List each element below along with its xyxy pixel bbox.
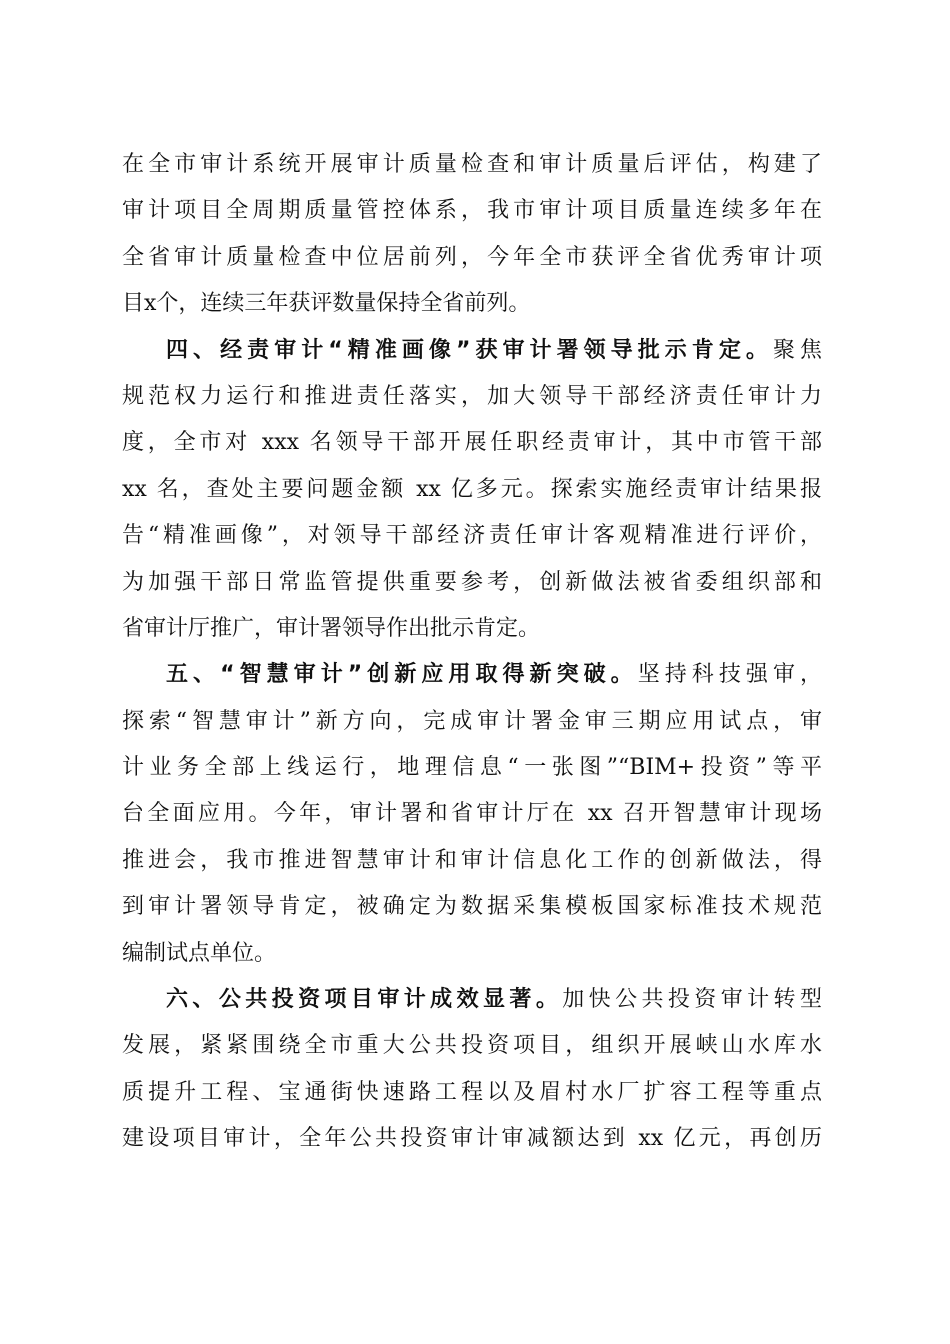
line-text: 台全面应用。今年，审计署和省审计厅在 xx 召开智慧审计现场 xyxy=(122,801,822,827)
text-line xyxy=(122,188,822,234)
line-text: 到审计署领导肯定，被确定为数据采集模板国家标准技术规范 xyxy=(122,894,822,920)
document-body xyxy=(122,142,822,1163)
text-line xyxy=(122,791,822,837)
text-line xyxy=(122,374,822,420)
section-heading: 四、经责审计“精准画像”获审计署领导批示肯定。 xyxy=(166,337,773,363)
line-text: 告“精准画像”，对领导干部经济责任审计客观精准进行评价， xyxy=(122,523,822,549)
line-text: 计业务全部上线运行，地理信息“一张图”“BIM+投资”等平 xyxy=(122,755,822,781)
text-line xyxy=(122,513,822,559)
text-line xyxy=(122,467,822,513)
text-line xyxy=(122,1070,822,1116)
text-line xyxy=(122,977,822,1023)
line-text: 在全市审计系统开展审计质量检查和审计质量后评估，构建了 xyxy=(122,152,822,177)
section-heading: 五、“智慧审计”创新应用取得新突破。 xyxy=(166,662,638,688)
text-line xyxy=(122,652,822,698)
text-line xyxy=(122,328,822,374)
line-text: 聚焦 xyxy=(772,337,822,363)
line-text: 审计项目全周期质量管控体系，我市审计项目质量连续多年在 xyxy=(122,198,822,224)
line-text: 加快公共投资审计转型 xyxy=(562,987,822,1013)
line-text: 发展，紧紧围绕全市重大公共投资项目，组织开展峡山水库水 xyxy=(122,1033,822,1059)
line-text: 编制试点单位。 xyxy=(122,940,277,966)
line-text: 探索“智慧审计”新方向，完成审计署金审三期应用试点，审 xyxy=(122,708,822,734)
line-text: 为加强干部日常监管提供重要参考，创新做法被省委组织部和 xyxy=(122,569,822,595)
paragraph xyxy=(122,977,822,1163)
line-text: xx 名，查处主要问题金额 xx 亿多元。探索实施经责审计结果报 xyxy=(122,476,822,502)
text-line xyxy=(122,281,822,327)
line-text: 省审计厅推广，审计署领导作出批示肯定。 xyxy=(122,615,541,641)
text-line xyxy=(122,1023,822,1069)
paragraph xyxy=(122,142,822,328)
text-line xyxy=(122,235,822,281)
paragraph xyxy=(122,328,822,653)
text-line xyxy=(122,884,822,930)
section-heading: 六、公共投资项目审计成效显著。 xyxy=(166,987,563,1013)
paragraph xyxy=(122,652,822,977)
line-text: 质提升工程、宝通街快速路工程以及眉村水厂扩容工程等重点 xyxy=(122,1079,822,1105)
line-text: 目x个，连续三年获评数量保持全省前列。 xyxy=(122,291,531,317)
line-text: 规范权力运行和推进责任落实，加大领导干部经济责任审计力 xyxy=(122,383,822,409)
text-line xyxy=(122,838,822,884)
text-line xyxy=(122,699,822,745)
line-text: 建设项目审计，全年公共投资审计审减额达到 xx 亿元，再创历 xyxy=(122,1126,822,1152)
text-line xyxy=(122,606,822,652)
line-text: 推进会，我市推进智慧审计和审计信息化工作的创新做法，得 xyxy=(122,847,822,873)
text-line xyxy=(122,745,822,791)
text-line xyxy=(122,420,822,466)
text-line xyxy=(122,560,822,606)
line-text: 度，全市对 xxx 名领导干部开展任职经责审计，其中市管干部 xyxy=(122,430,822,456)
line-text: 坚持科技强审， xyxy=(637,662,822,688)
text-line xyxy=(122,142,822,188)
line-text: 全省审计质量检查中位居前列，今年全市获评全省优秀审计项 xyxy=(122,244,822,270)
text-line xyxy=(122,1116,822,1162)
text-line xyxy=(122,931,822,977)
